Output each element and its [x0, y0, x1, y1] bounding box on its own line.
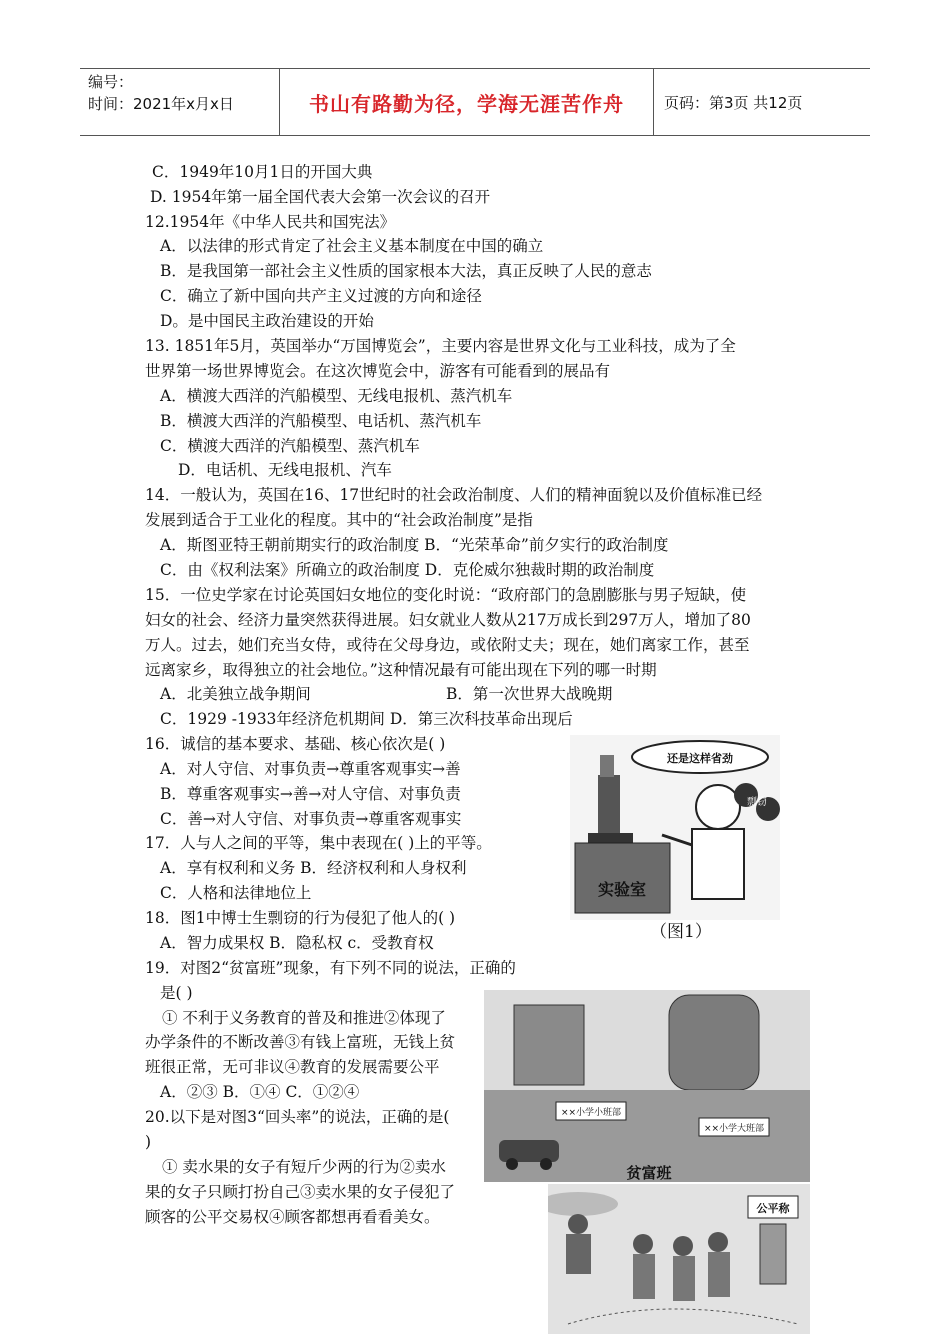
text-line: C．确立了新中国向共产主义过渡的方向和途径	[160, 287, 482, 305]
text-line: C．善→对人守信、对事负责→尊重客观事实	[160, 810, 462, 828]
fig3-scale-sign: 公平称	[756, 1202, 790, 1215]
fig2-sign-left: ××小学小班部	[560, 1108, 622, 1118]
text-line: C．1949年10月1日的开国大典	[152, 163, 373, 181]
text-line: 班很正常，无可非议④教育的发展需要公平	[145, 1058, 440, 1076]
text-line: B．第一次世界大战晚期	[446, 685, 613, 703]
text-line: )	[145, 1133, 152, 1151]
text-line: 17．人与人之间的平等，集中表现在( )上的平等。	[145, 834, 492, 852]
text-line: 16．诚信的基本要求、基础、核心依次是( )	[145, 735, 446, 753]
text-line: A．②③ B．①④ C．①②④	[160, 1083, 360, 1101]
text-line: 万人。过去，她们充当女侍，或待在父母身边，或依附丈夫；现在，她们离家工作，甚至	[145, 636, 750, 654]
figure-1-caption: （图1）	[650, 922, 712, 942]
fig2-title: 贫富班	[626, 1164, 672, 1182]
text-line: 办学条件的不断改善③有钱上富班，无钱上贫	[145, 1033, 456, 1051]
text-line: 19．对图2“贫富班”现象，有下列不同的说法，正确的	[145, 959, 516, 977]
text-line: C．横渡大西洋的汽船模型、蒸汽机车	[160, 437, 420, 455]
text-line: A．对人守信、对事负责→尊重客观事实→善	[160, 760, 461, 778]
text-line: A．以法律的形式肯定了社会主义基本制度在中国的确立	[160, 237, 544, 255]
fig1-bubble-text: 还是这样省劲	[667, 752, 733, 765]
text-line: 13. 1851年5月，英国举办“万国博览会”，主要内容是世界文化与工业科技，成为了全	[145, 337, 736, 355]
text-line: A．智力成果权 B．隐私权 c．受教育权	[160, 934, 434, 952]
fig1-lab-sign: 实验室	[597, 880, 647, 899]
figure-1-cartoon	[570, 735, 780, 920]
text-line: A．北美独立战争期间	[160, 685, 311, 703]
fig1-binocular-label: 剽窃	[747, 797, 767, 808]
text-line: B．尊重客观事实→善→对人守信、对事负责	[160, 785, 461, 803]
text-line: ① 卖水果的女子有短斤少两的行为②卖水	[162, 1158, 446, 1176]
text-line: B．横渡大西洋的汽船模型、电话机、蒸汽机车	[160, 412, 482, 430]
text-line: 18．图1中博士生剽窃的行为侵犯了他人的( )	[145, 909, 456, 927]
text-line: 20.以下是对图3“回头率”的说法，正确的是(	[145, 1108, 450, 1126]
figure-3-cartoon	[548, 1184, 810, 1334]
header-page-info: 页码：第3页 共12页	[664, 93, 803, 112]
fig2-sign-right: ××小学大班部	[703, 1124, 765, 1134]
text-line: 妇女的社会、经济力量突然获得进展。妇女就业人数从217万成长到297万人，增加了80	[145, 611, 751, 629]
header-motto: 书山有路勤为径，学海无涯苦作舟	[280, 69, 654, 135]
text-line: 顾客的公平交易权④顾客都想再看看美女。	[145, 1208, 440, 1226]
text-line: B．是我国第一部社会主义性质的国家根本大法，真正反映了人民的意志	[160, 262, 652, 280]
text-line: A．横渡大西洋的汽船模型、无线电报机、蒸汽机车	[160, 387, 513, 405]
text-line: 发展到适合于工业化的程度。其中的“社会政治制度”是指	[145, 511, 533, 529]
page-header	[80, 68, 870, 136]
figure-2-cartoon	[484, 990, 810, 1182]
text-line: 12.1954年《中华人民共和国宪法》	[145, 213, 396, 231]
text-line: 15．一位史学家在讨论英国妇女地位的变化时说：“政府部门的急剧膨胀与男子短缺，使	[145, 586, 747, 604]
text-line: A．享有权利和义务 B．经济权利和人身权利	[160, 859, 467, 877]
text-line: D．电话机、无线电报机、汽车	[178, 461, 392, 479]
text-line: ① 不利于义务教育的普及和推进②体现了	[162, 1009, 446, 1027]
text-line: 是( )	[160, 984, 193, 1002]
text-line: C．1929 -1933年经济危机期间 D．第三次科技革命出现后	[160, 710, 573, 728]
text-line: D. 1954年第一届全国代表大会第一次会议的召开	[150, 188, 491, 206]
text-line: D。是中国民主政治建设的开始	[160, 312, 374, 330]
text-line: C．由《权利法案》所确立的政治制度 D．克伦威尔独裁时期的政治制度	[160, 561, 655, 579]
text-line: C．人格和法律地位上	[160, 884, 312, 902]
text-line: 世界第一场世界博览会。在这次博览会中，游客有可能看到的展品有	[145, 362, 611, 380]
serial-label: 编号：	[88, 73, 134, 91]
text-line: 14．一般认为，英国在16、17世纪时的社会政治制度、人们的精神面貌以及价值标准已经	[145, 486, 763, 504]
header-meta	[80, 69, 280, 135]
text-line: 果的女子只顾打扮自己③卖水果的女子侵犯了	[145, 1183, 456, 1201]
date-label: 时间：2021年x月x日	[88, 95, 234, 113]
text-line: A．斯图亚特王朝前期实行的政治制度 B．“光荣革命”前夕实行的政治制度	[160, 536, 669, 554]
text-line: 远离家乡，取得独立的社会地位。”这种情况最有可能出现在下列的哪一时期	[145, 661, 657, 679]
